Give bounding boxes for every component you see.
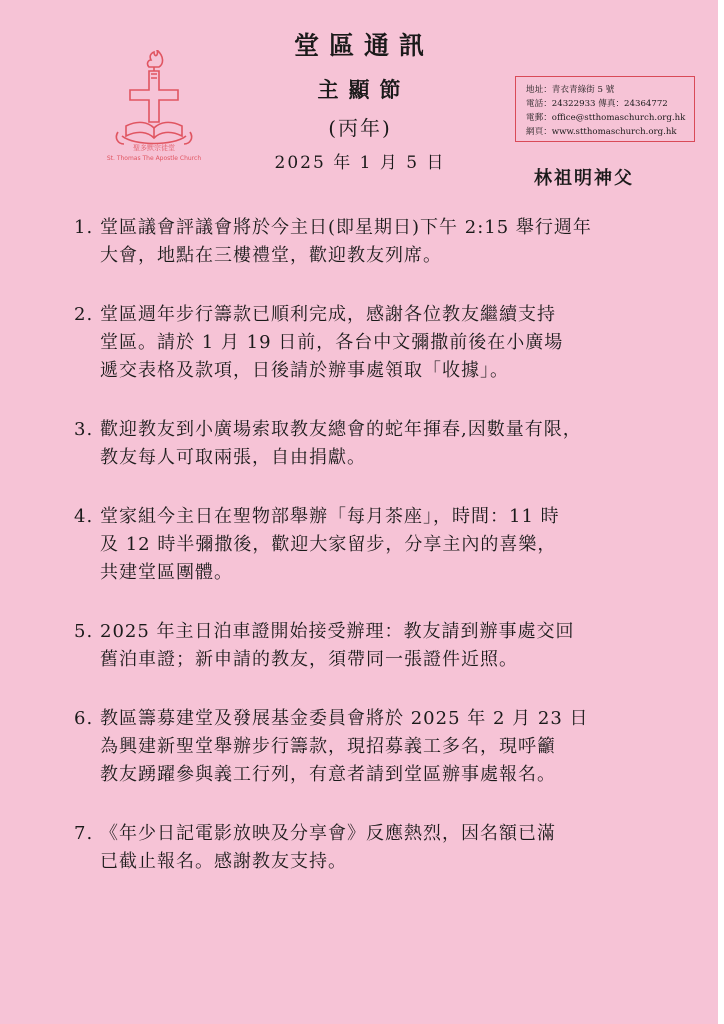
logo-chinese-text: 聖多默宗徒堂 <box>133 144 175 152</box>
item-line: 堂區週年步行籌款已順利完成，感謝各位教友繼續支持 <box>100 304 556 325</box>
announcement-item <box>74 214 674 270</box>
contact-info-box <box>515 76 695 142</box>
item-number: 2. <box>74 304 94 325</box>
item-line: 堂區。請於 1 月 19 日前，各台中文彌撒前後在小廣場 <box>100 332 564 353</box>
item-number: 1. <box>74 217 94 238</box>
announcement-item <box>74 416 674 472</box>
item-line: 堂家組今主日在聖物部舉辦「每月茶座」，時間：11 時 <box>100 506 560 527</box>
church-logo <box>104 50 214 162</box>
item-line: 堂區議會評議會將於今主日(即星期日)下午 2:15 舉行週年 <box>100 217 592 238</box>
contact-email: 電郵：office@stthomaschurch.org.hk <box>526 113 686 123</box>
item-line: 2025 年主日泊車證開始接受辦理：教友請到辦事處交回 <box>100 621 575 642</box>
announcement-item <box>74 820 674 876</box>
item-line: 教友踴躍參與義工行列，有意者請到堂區辦事處報名。 <box>100 764 556 785</box>
bulletin-header <box>240 30 480 176</box>
feast-name: 主顯節 <box>317 77 411 102</box>
item-text <box>100 705 674 789</box>
item-number: 3. <box>74 419 94 440</box>
page-title: 堂區通訊 <box>293 31 434 60</box>
cross-emblem-icon <box>104 50 214 162</box>
announcement-item <box>74 301 674 385</box>
item-number: 7. <box>74 823 94 844</box>
priest-name: 林祖明神父 <box>534 168 634 189</box>
item-number: 5. <box>74 621 94 642</box>
item-number: 4. <box>74 506 94 527</box>
item-line: 舊泊車證；新申請的教友，須帶同一張證件近照。 <box>100 649 518 670</box>
logo-english-text: St. Thomas The Apostle Church <box>106 155 202 162</box>
item-line: 教友每人可取兩張，自由捐獻。 <box>100 447 366 468</box>
item-text <box>100 301 674 385</box>
item-text <box>100 503 674 587</box>
item-line: 為興建新聖堂舉辦步行籌款，現招募義工多名，現呼籲 <box>100 736 556 757</box>
announcement-item <box>74 503 674 587</box>
contact-address: 地址：青衣青綠街 5 號 <box>526 85 615 95</box>
item-line: 教區籌募建堂及發展基金委員會將於 2025 年 2 月 23 日 <box>100 708 589 729</box>
item-text <box>100 416 674 472</box>
announcement-item <box>74 705 674 789</box>
item-number: 6. <box>74 708 94 729</box>
item-line: 共建堂區團體。 <box>100 562 233 583</box>
bulletin-date: 2025 年 1 月 5 日 <box>274 153 446 173</box>
item-line: 《年少日記電影放映及分享會》反應熱烈，因名額已滿 <box>100 823 556 844</box>
item-line: 遞交表格及款項，日後請於辦事處領取「收據」。 <box>100 360 509 381</box>
item-text <box>100 618 674 674</box>
item-line: 及 12 時半彌撒後，歡迎大家留步，分享主內的喜樂， <box>100 534 557 555</box>
item-line: 大會，地點在三樓禮堂，歡迎教友列席。 <box>100 245 442 266</box>
contact-website: 網頁：www.stthomaschurch.org.hk <box>526 127 677 137</box>
announcement-item <box>74 618 674 674</box>
item-line: 歡迎教友到小廣場索取教友總會的蛇年揮春,因數量有限， <box>100 419 582 440</box>
page-edge <box>718 0 724 1024</box>
item-text <box>100 820 674 876</box>
announcement-list <box>74 214 674 907</box>
liturgical-year: (丙年) <box>328 116 392 140</box>
item-line: 已截止報名。感謝教友支持。 <box>100 851 347 872</box>
item-text <box>100 214 674 270</box>
contact-phone-fax: 電話：24322933 傳真：24364772 <box>526 99 668 109</box>
